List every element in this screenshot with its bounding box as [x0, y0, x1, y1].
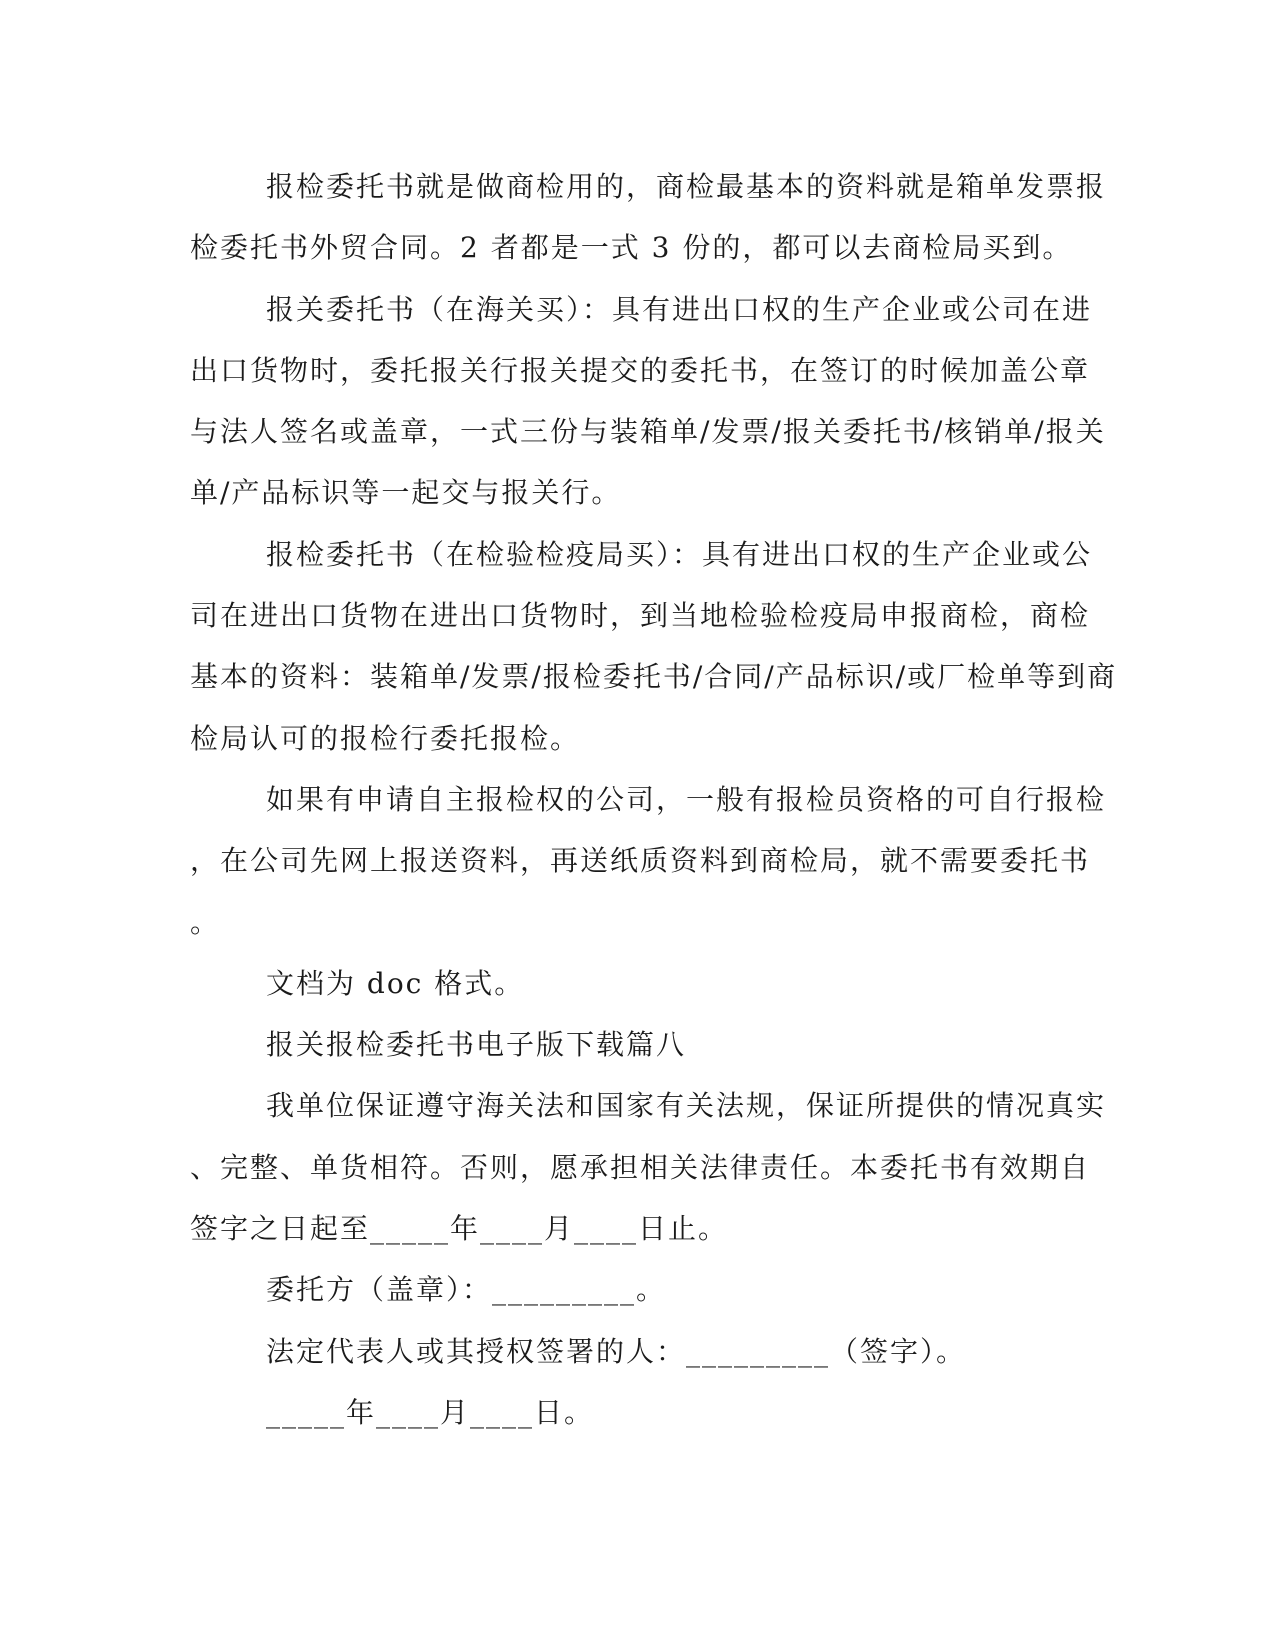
- paragraph-quarantine-entrustment: [190, 524, 1118, 769]
- text-line: 检委托书外贸合同。2 者都是一式 3 份的，都可以去商检局买到。: [190, 231, 1073, 265]
- text-line: 文档为 doc 格式。: [266, 966, 525, 1000]
- paragraph-guarantee: [190, 1075, 1107, 1259]
- text-line: 委托方（盖章）：_________。: [266, 1273, 667, 1307]
- text-line: 。: [190, 905, 221, 939]
- text-line: 基本的资料：装箱单/发票/报检委托书/合同/产品标识/或厂检单等到商: [190, 660, 1118, 694]
- text-line: _____年____月____日。: [266, 1395, 595, 1429]
- text-line: 报关委托书（在海关买）：具有进出口权的生产企业或公司在进: [266, 292, 1093, 326]
- text-line: 报检委托书就是做商检用的，商检最基本的资料就是箱单发票报: [266, 170, 1107, 203]
- text-line: 单/产品标识等一起交与报关行。: [190, 476, 622, 510]
- text-line: 司在进出口货物在进出口货物时，到当地检验检疫局申报商检，商检: [190, 599, 1091, 633]
- paragraph-date: [190, 1382, 1080, 1443]
- text-line: 报检委托书（在检验检疫局买）：具有进出口权的生产企业或公: [266, 537, 1093, 571]
- paragraph-legal-representative: [190, 1321, 1080, 1382]
- text-line: ，在公司先网上报送资料，再送纸质资料到商检局，就不需要委托书: [190, 844, 1091, 878]
- document-body: [190, 156, 1118, 1443]
- text-line: 报关报检委托书电子版下载篇八: [266, 1028, 687, 1062]
- text-line: 与法人签名或盖章，一式三份与装箱单/发票/报关委托书/核销单/报关: [190, 415, 1106, 449]
- text-line: 、完整、单货相符。否则，愿承担相关法律责任。本委托书有效期自: [190, 1150, 1091, 1184]
- text-line: 签字之日起至_____年____月____日止。: [190, 1212, 729, 1246]
- text-line: 如果有申请自主报检权的公司，一般有报检员资格的可自行报检: [266, 782, 1107, 816]
- text-line: 法定代表人或其授权签署的人：_________（签字）。: [266, 1334, 967, 1368]
- section-heading: [190, 1014, 1080, 1075]
- text-line: 我单位保证遵守海关法和国家有关法规，保证所提供的情况真实: [266, 1089, 1107, 1123]
- paragraph-customs-entrustment: [190, 279, 1106, 524]
- text-line: 检局认可的报检行委托报检。: [190, 721, 581, 755]
- paragraph-entrusting-party: [190, 1259, 1080, 1320]
- text-line: 出口货物时，委托报关行报关提交的委托书，在签订的时候加盖公章: [190, 353, 1091, 387]
- paragraph-inspection-entrustment: [190, 156, 1107, 279]
- paragraph-doc-format: [190, 953, 1080, 1014]
- paragraph-self-inspection: [190, 769, 1107, 953]
